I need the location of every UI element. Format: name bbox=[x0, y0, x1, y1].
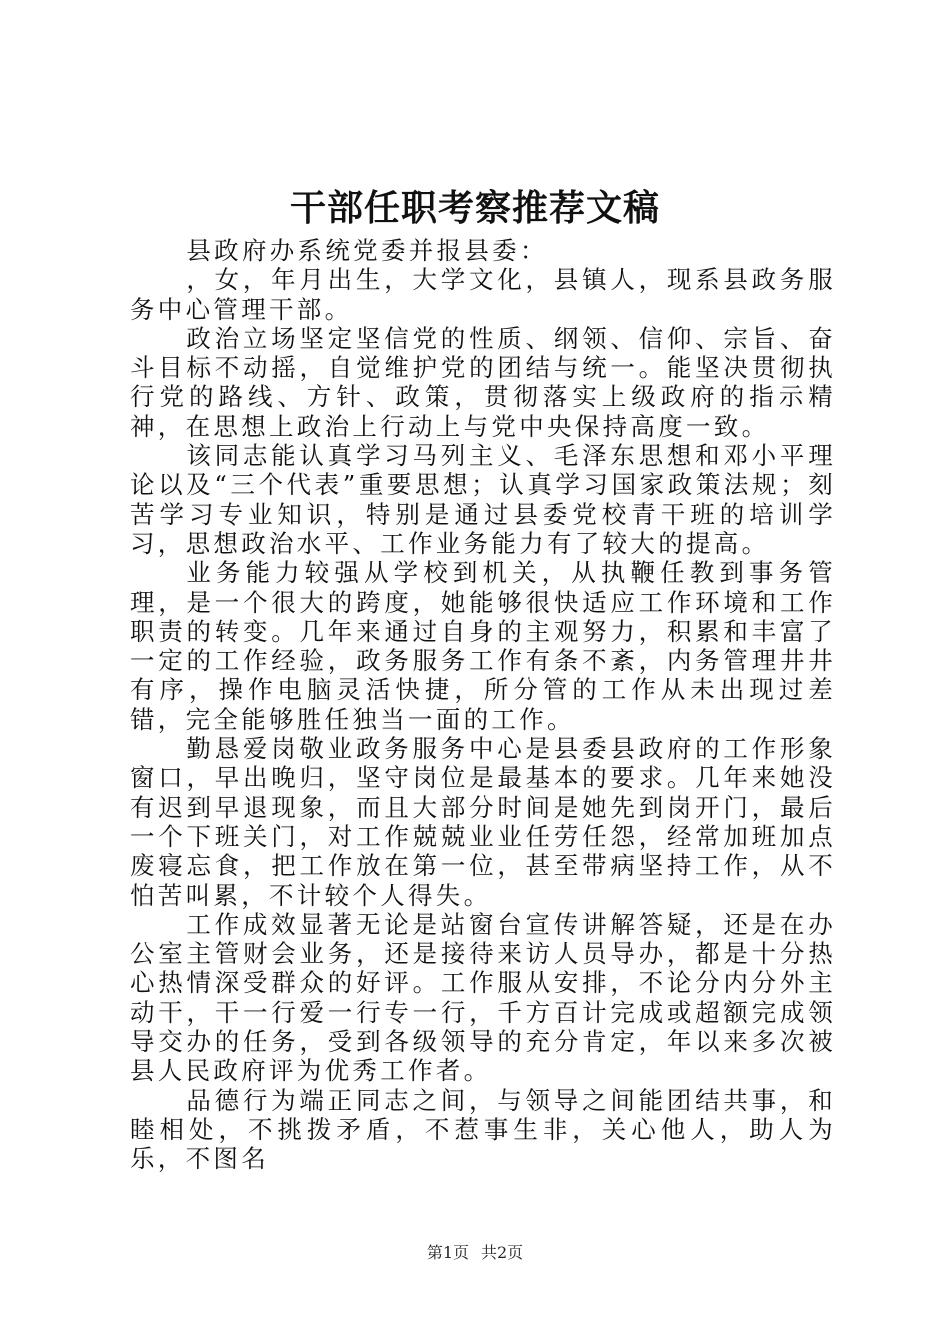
intro-paragraph: ，女，年月出生，大学文化，县镇人，现系县政务服务中心管理干部。 bbox=[130, 265, 836, 324]
salutation-paragraph: 县政府办系统党委并报县委： bbox=[186, 236, 548, 265]
conduct-paragraph: 品德行为端正同志之间，与领导之间能团结共事，和睦相处，不挑拨矛盾，不惹事生非，关心他人，助人为乐，不图名 bbox=[130, 1085, 836, 1174]
page-number: 第1页 bbox=[426, 1243, 469, 1262]
ability-paragraph: 业务能力较强从学校到机关，从执鞭任教到事务管理，是一个很大的跨度，她能够很快适应工作环境和工作职责的转变。几年来通过自身的主观努力，积累和丰富了一定的工作经验，政务服务工作有条不紊，内务管理井井有序，操作电脑灵活快捷，所分管的工作从未出现过差错，完全能够胜任独当一面的工作。 bbox=[130, 558, 836, 734]
study-paragraph: 该同志能认真学习马列主义、毛泽东思想和邓小平理论以及“三个代表”重要思想；认真学习国家政策法规；刻苦学习专业知识，特别是通过县委党校青干班的培训学习，思想政治水平、工作业务能力有了较大的提高。 bbox=[130, 441, 836, 558]
achievement-paragraph: 工作成效显著无论是站窗台宣传讲解答疑，还是在办公室主管财会业务，还是接待来访人员导办，都是十分热心热情深受群众的好评。工作服从安排，不论分内分外主动干，干一行爱一行专一行，千方百计完成或超额完成领导交办的任务，受到各级领导的充分肯定，年以来多次被县人民政府评为优秀工作者。 bbox=[130, 909, 836, 1086]
document-title: 干部任职考察推荐文稿 bbox=[289, 187, 660, 229]
page-footer bbox=[0, 1242, 950, 1264]
diligence-paragraph: 勤恳爱岗敬业政务服务中心是县委县政府的工作形象窗口，早出晚归，坚守岗位是最基本的要求。几年来她没有迟到早退现象，而且大部分时间是她先到岗开门，最后一个下班关门，对工作兢兢业业任劳任怨，经常加班加点废寝忘食，把工作放在第一位，甚至带病坚持工作，从不怕苦叫累，不计较个人得失。 bbox=[130, 734, 836, 910]
political-stance-paragraph: 政治立场坚定坚信党的性质、纲领、信仰、宗旨、奋斗目标不动摇，自觉维护党的团结与统一。能坚决贯彻执行党的路线、方针、政策，贯彻落实上级政府的指示精神，在思想上政治上行动上与党中央保持高度一致。 bbox=[130, 323, 836, 441]
document-body bbox=[130, 236, 836, 1174]
page-total: 共2页 bbox=[481, 1243, 524, 1262]
